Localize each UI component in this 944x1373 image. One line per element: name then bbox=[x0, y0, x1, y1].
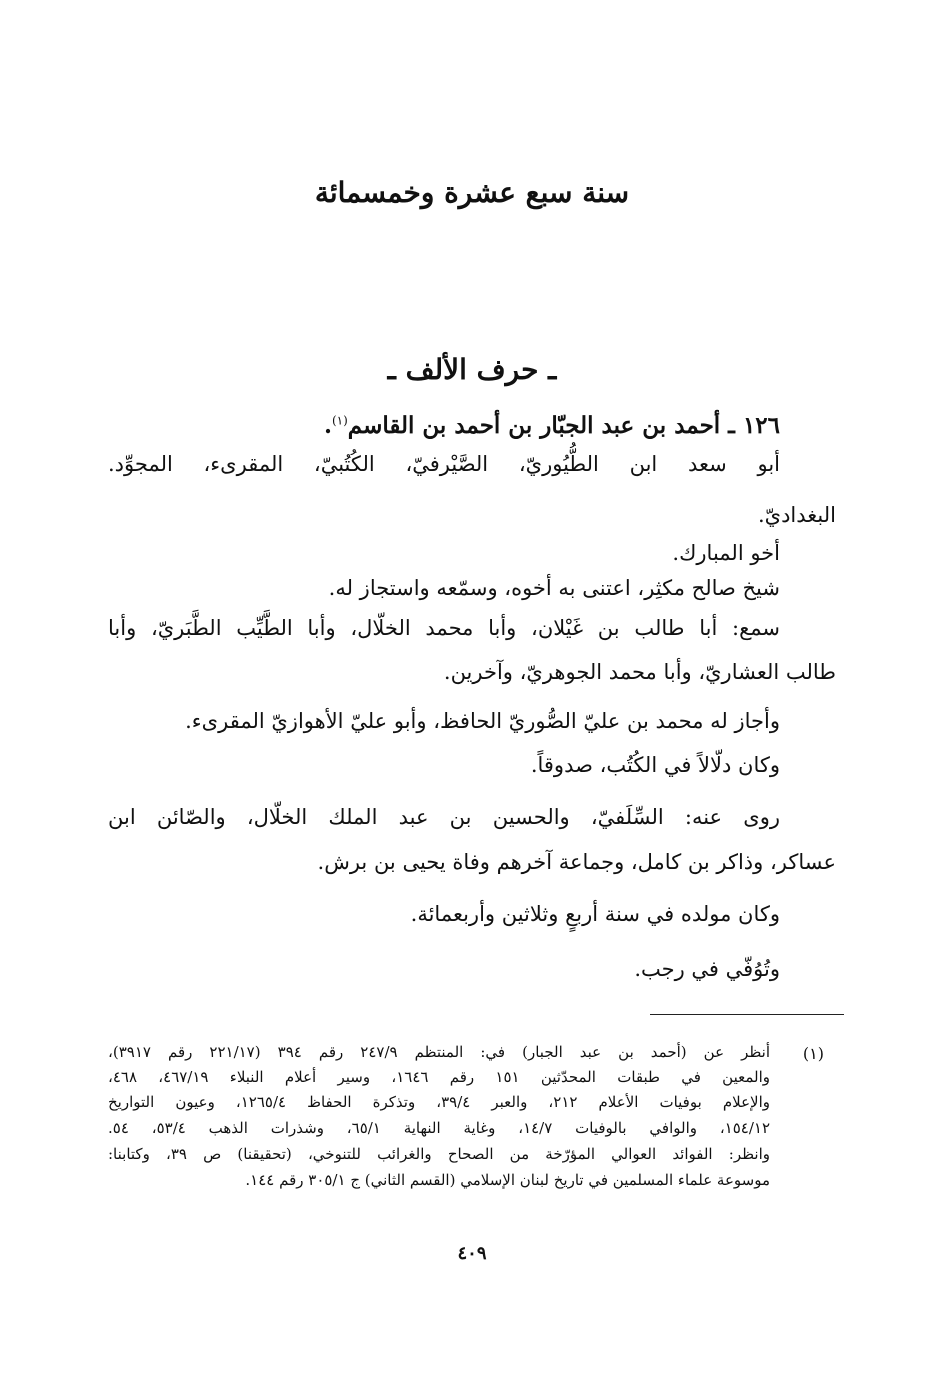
footnote-line: وانظر: الفوائد العوالي المؤرّخة من الصحاح والغرائب للتنوخي، (تحقيقنا) ص ٣٩، وكتابنا: bbox=[108, 1145, 770, 1163]
entry-heading bbox=[324, 412, 780, 439]
entry-line-teachers-cont: طالب العشاريّ، وأبا محمد الجوهريّ، وآخرين. bbox=[443, 660, 836, 684]
footnote-line: والإعلام بوفيات الأعلام ٢١٢، والعبر ٣٩/٤، وتذكرة الحفاظ ١٢٦٥/٤، وعيون التواريخ bbox=[108, 1093, 770, 1111]
entry-line-death: وتُوُفّي في رجب. bbox=[634, 957, 780, 981]
entry-line-teachers: سمع: أبا طالب بن غَيْلان، وأبا محمد الخلّال، وأبا الطَّيِّب الطَّبَريّ، وأبا bbox=[108, 616, 780, 640]
page-number: ٤٠٩ bbox=[457, 1243, 487, 1264]
footnote-marker: (١) bbox=[802, 1044, 824, 1063]
entry-line-kunya: أبو سعد ابن الطُّيُوريّ، الصَّيْرفيّ، الكُتُبيّ، المقرىء، المجوِّد. bbox=[108, 452, 780, 476]
footnote-line: موسوعة علماء المسلمين في تاريخ لبنان الإسلامي (القسم الثاني) ج ٣٠٥/١ رقم ١٤٤. bbox=[245, 1171, 770, 1189]
entry-heading-end: . bbox=[323, 412, 332, 439]
entry-line-birth: وكان مولده في سنة أربعٍ وثلاثين وأربعمائة. bbox=[410, 902, 780, 926]
entry-line-students: روى عنه: السِّلَفيّ، والحسين بن عبد الملك الخلّال، والصّائن ابن bbox=[108, 805, 780, 829]
entry-heading-text: ١٢٦ ـ أحمد بن عبد الجبّار بن أحمد بن القاسم bbox=[347, 412, 780, 439]
year-title: سنة سبع عشرة وخمسمائة bbox=[314, 176, 630, 209]
entry-line-students-cont: عساكر، وذاكر بن كامل، وجماعة آخرهم وفاة يحيى بن برش. bbox=[317, 850, 836, 874]
entry-line-description: شيخ صالح مكثِر، اعتنى به أخوه، وسمّعه واستجاز له. bbox=[328, 576, 780, 600]
entry-line-ijaza: وأجاز له محمد بن عليّ الصُّوريّ الحافظ، وأبو عليّ الأهوازيّ المقرىء. bbox=[185, 709, 780, 733]
entry-line-nisba: البغداديّ. bbox=[757, 503, 836, 527]
section-title: ـ حرف الألف ـ bbox=[387, 353, 557, 386]
footnote-line: والمعين في طبقات المحدّثين ١٥١ رقم ١٦٤٦، وسير أعلام النبلاء ٤٦٧/١٩، ٤٦٨، bbox=[108, 1068, 771, 1086]
footnote-divider bbox=[650, 1014, 844, 1015]
entry-line-profession: وكان دلّالاً في الكُتُب، صدوقاً. bbox=[530, 753, 780, 777]
footnote-line: ١٥٤/١٢، والوافي بالوفيات ١٤/٧، وغاية النهاية ٦٥/١، وشذرات الذهب ٥٣/٤، ٥٤. bbox=[108, 1119, 771, 1137]
footnote-line: أنظر عن (أحمد بن عبد الجبار) في: المنتظم ٢٤٧/٩ رقم ٣٩٤ (٢٢١/١٧ رقم ٣٩١٧)، bbox=[108, 1043, 770, 1061]
footnote-reference[interactable]: (١) bbox=[331, 413, 348, 428]
entry-line-brother: أخو المبارك. bbox=[672, 541, 780, 565]
